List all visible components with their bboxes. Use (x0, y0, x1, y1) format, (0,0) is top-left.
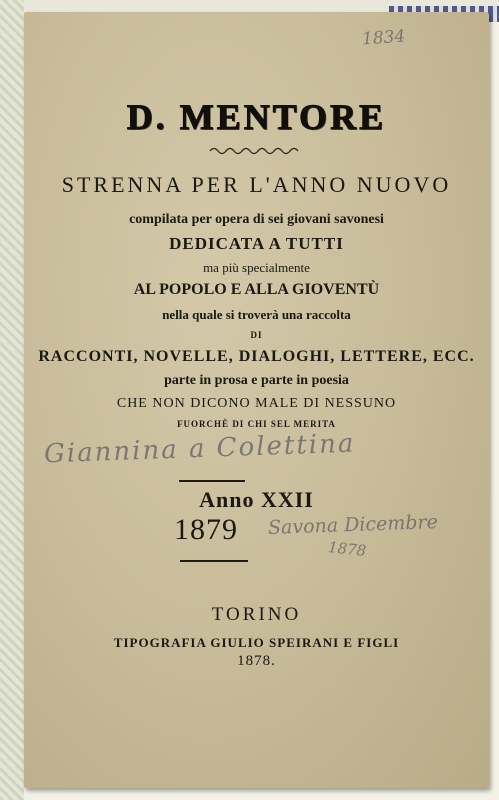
di-line: DI (250, 330, 263, 340)
ornament-flourish (208, 145, 304, 155)
spine-binding (0, 0, 24, 800)
book-cover (24, 12, 489, 788)
especially-line: ma più specialmente (203, 260, 310, 275)
dedication: DEDICATA A TUTTI (169, 234, 344, 253)
volume-number: Anno XXII (199, 487, 314, 512)
cover-title: D. MENTORE (126, 97, 387, 137)
motto-line: CHE NON DICONO MALE DI NESSUNO (116, 396, 397, 411)
cover-subtitle: STRENNA PER L'ANNO NUOVO (61, 172, 452, 197)
handwritten-corner-note: 1834 (361, 26, 406, 50)
motto-exception: FUORCHÈ DI CHI SEL MERITA (177, 419, 336, 429)
forms-line: parte in prosa e parte in poesia (164, 373, 349, 388)
handwritten-place: Savona Dicembre (267, 511, 439, 539)
divider-rule (179, 480, 245, 482)
printer-line: TIPOGRAFIA GIULIO SPEIRANI E FIGLI (113, 635, 400, 650)
cover-year: 1879 (174, 513, 238, 546)
handwritten-year: 1878 (327, 538, 368, 560)
contents-line: RACCONTI, NOVELLE, DIALOGHI, LETTERE, ECC. (38, 348, 475, 365)
compiled-by: compilata per opera di sei giovani savonesi (129, 212, 384, 227)
collection-intro: nella quale si troverà una raccolta (162, 307, 351, 322)
divider-rule (180, 560, 248, 562)
handwritten-signature: Giannina a Colettina (43, 428, 356, 470)
audience-line: AL POPOLO E ALLA GIOVENTÙ (133, 281, 380, 298)
publication-city: TORINO (211, 604, 302, 625)
publication-year: 1878. (237, 653, 276, 669)
